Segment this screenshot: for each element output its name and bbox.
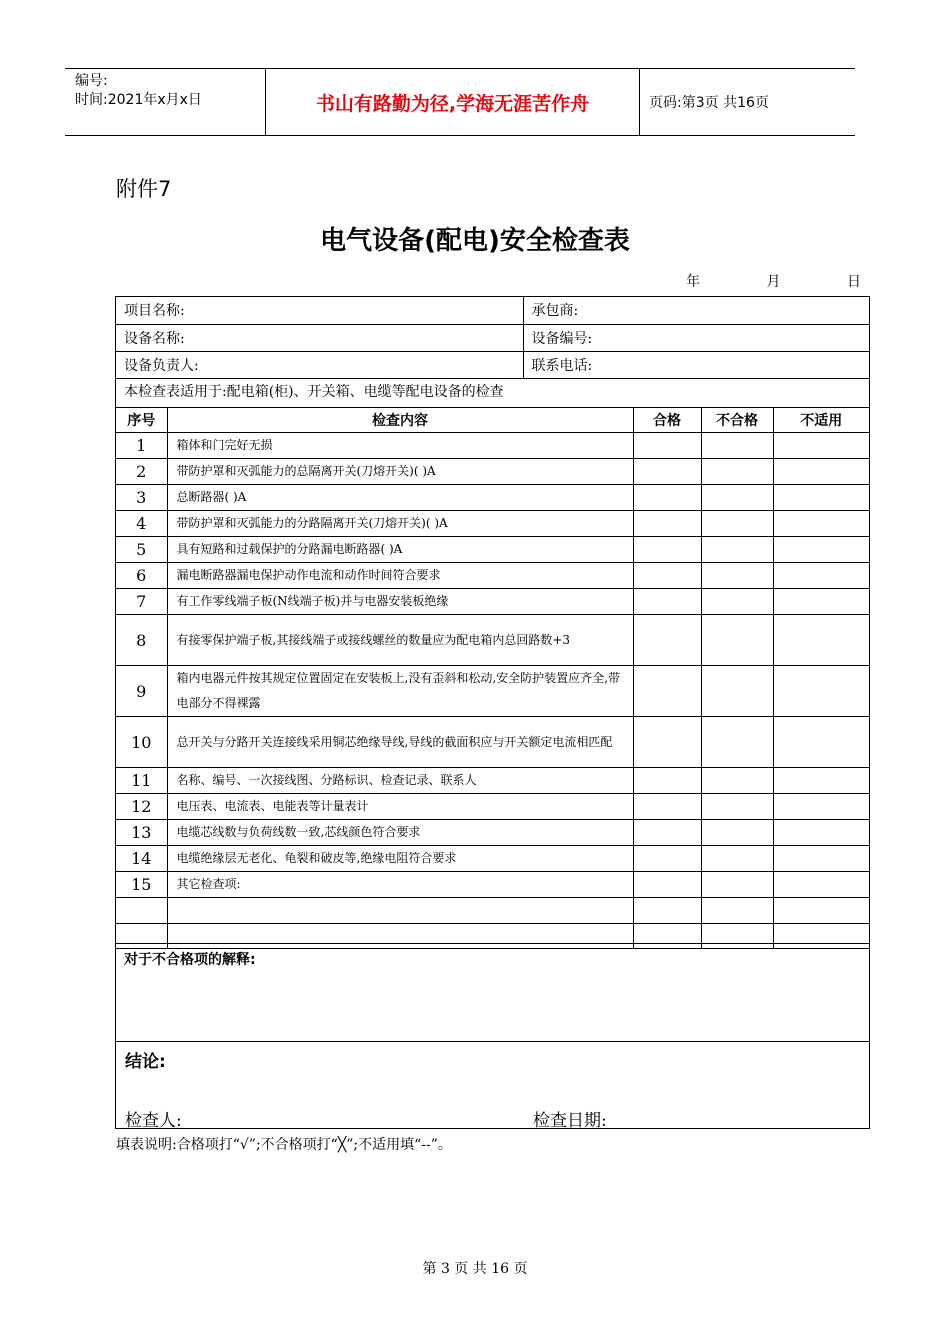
table-row (116, 820, 869, 846)
pass-cell[interactable] (633, 563, 701, 589)
info-table (116, 297, 869, 379)
scope-text: 本检查表适用于:配电箱(柜)、开关箱、电缆等配电设备的检查 (116, 378, 869, 404)
item-number: 11 (116, 768, 167, 794)
na-cell[interactable] (773, 537, 869, 563)
table-row (116, 666, 869, 717)
pass-cell[interactable] (633, 459, 701, 485)
date-year: 年 (686, 274, 701, 290)
code-label: 编号: (75, 73, 108, 89)
header-page-label: 页码:第3页 共16页 (649, 95, 769, 111)
fail-cell[interactable] (701, 615, 773, 666)
fail-cell[interactable] (701, 589, 773, 615)
checklist-form (115, 296, 870, 1129)
contractor-field[interactable]: 承包商: (523, 297, 869, 324)
item-content: 箱体和门完好无损 (167, 433, 633, 459)
item-content: 电压表、电流表、电能表等计量表计 (167, 794, 633, 820)
na-cell[interactable] (773, 846, 869, 872)
col-fail: 不合格 (701, 408, 773, 433)
na-cell[interactable] (773, 563, 869, 589)
table-row (116, 485, 869, 511)
item-content: 漏电断路器漏电保护动作电流和动作时间符合要求 (167, 563, 633, 589)
check-table (116, 407, 869, 949)
page-footer: 第 3 页 共 16 页 (422, 1261, 528, 1277)
na-cell[interactable] (773, 615, 869, 666)
item-number: 13 (116, 820, 167, 846)
item-number: 10 (116, 717, 167, 768)
table-row (116, 615, 869, 666)
table-row (116, 589, 869, 615)
item-content: 电缆绝缘层无老化、龟裂和破皮等,绝缘电阻符合要求 (167, 846, 633, 872)
pass-cell[interactable] (633, 794, 701, 820)
na-cell[interactable] (773, 459, 869, 485)
col-no: 序号 (116, 408, 167, 433)
item-content: 电缆芯线数与负荷线数一致,芯线颜色符合要求 (167, 820, 633, 846)
document-title: 电气设备(配电)安全检查表 (320, 226, 630, 256)
col-pass: 合格 (633, 408, 701, 433)
table-row (116, 768, 869, 794)
pass-cell[interactable] (633, 589, 701, 615)
table-row (116, 537, 869, 563)
item-number: 1 (116, 433, 167, 459)
item-content: 具有短路和过载保护的分路漏电断路器( )A (167, 537, 633, 563)
pass-cell[interactable] (633, 537, 701, 563)
pass-cell[interactable] (633, 846, 701, 872)
item-number: 7 (116, 589, 167, 615)
item-number: 6 (116, 563, 167, 589)
item-number: 5 (116, 537, 167, 563)
table-row (116, 563, 869, 589)
na-cell[interactable] (773, 666, 869, 717)
date-line (686, 271, 861, 291)
fail-cell[interactable] (701, 537, 773, 563)
item-content: 总开关与分路开关连接线采用铜芯绝缘导线,导线的截面积应与开关额定电流相匹配 (167, 717, 633, 768)
fail-cell[interactable] (701, 563, 773, 589)
fail-cell[interactable] (701, 459, 773, 485)
item-content: 其它检查项: (167, 872, 633, 898)
fail-cell[interactable] (701, 872, 773, 898)
fill-instructions: 填表说明:合格项打“√”;不合格项打“╳”;不适用填“--”。 (116, 1137, 452, 1153)
item-number: 12 (116, 794, 167, 820)
conclusion-area[interactable] (116, 1041, 869, 1131)
na-cell[interactable] (773, 768, 869, 794)
item-content: 有工作零线端子板(N线端子板)并与电器安装板绝缘 (167, 589, 633, 615)
table-row (116, 511, 869, 537)
pass-cell[interactable] (633, 898, 701, 924)
fail-explanation-area[interactable] (116, 943, 869, 1041)
pass-cell[interactable] (633, 433, 701, 459)
fail-cell[interactable] (701, 820, 773, 846)
inspector-label: 检查人: (125, 1111, 182, 1131)
header-motto: 书山有路勤为径,学海无涯苦作舟 (266, 69, 640, 135)
fail-cell[interactable] (701, 846, 773, 872)
fail-cell[interactable] (701, 666, 773, 717)
phone-field[interactable]: 联系电话: (523, 351, 869, 378)
inspect-date-label: 检查日期: (533, 1111, 607, 1131)
check-table-header (116, 408, 869, 433)
equipment-owner-field[interactable]: 设备负责人: (116, 351, 523, 378)
conclusion-label: 结论: (125, 1052, 166, 1072)
na-cell[interactable] (773, 872, 869, 898)
na-cell[interactable] (773, 485, 869, 511)
pass-cell[interactable] (633, 820, 701, 846)
equipment-no-field[interactable]: 设备编号: (523, 324, 869, 351)
item-content: 箱内电器元件按其规定位置固定在安装板上,没有歪斜和松动,安全防护装置应齐全,带电部分不得裸露 (167, 666, 633, 717)
fail-cell[interactable] (701, 898, 773, 924)
item-content: 带防护罩和灭弧能力的分路隔离开关(刀熔开关)( )A (167, 511, 633, 537)
fail-cell[interactable] (701, 485, 773, 511)
item-number: 3 (116, 485, 167, 511)
item-content (167, 898, 633, 924)
pass-cell[interactable] (633, 615, 701, 666)
fail-cell[interactable] (701, 717, 773, 768)
item-content: 名称、编号、一次接线图、分路标识、检查记录、联系人 (167, 768, 633, 794)
item-content: 总断路器( )A (167, 485, 633, 511)
item-content: 带防护罩和灭弧能力的总隔离开关(刀熔开关)( )A (167, 459, 633, 485)
table-row (116, 898, 869, 924)
item-number: 4 (116, 511, 167, 537)
header-left-cell (65, 69, 266, 135)
equipment-name-field[interactable]: 设备名称: (116, 324, 523, 351)
table-row (116, 846, 869, 872)
col-content: 检查内容 (167, 408, 633, 433)
na-cell[interactable] (773, 717, 869, 768)
explain-label: 对于不合格项的解释: (124, 952, 256, 968)
na-cell[interactable] (773, 898, 869, 924)
item-content: 有接零保护端子板,其接线端子或接线螺丝的数量应为配电箱内总回路数+3 (167, 615, 633, 666)
time-label: 时间:2021年x月x日 (75, 92, 202, 108)
table-row (116, 717, 869, 768)
page-header (65, 68, 855, 136)
date-month: 月 (766, 274, 781, 290)
pass-cell[interactable] (633, 717, 701, 768)
pass-cell[interactable] (633, 666, 701, 717)
fail-cell[interactable] (701, 768, 773, 794)
table-row (116, 872, 869, 898)
date-day: 日 (847, 274, 861, 290)
attachment-label: 附件7 (116, 177, 172, 201)
item-number: 14 (116, 846, 167, 872)
pass-cell[interactable] (633, 768, 701, 794)
fail-cell[interactable] (701, 794, 773, 820)
project-name-field[interactable]: 项目名称: (116, 297, 523, 324)
item-number: 9 (116, 666, 167, 717)
table-row (116, 433, 869, 459)
table-row (116, 794, 869, 820)
pass-cell[interactable] (633, 511, 701, 537)
na-cell[interactable] (773, 511, 869, 537)
fail-cell[interactable] (701, 511, 773, 537)
item-number: 8 (116, 615, 167, 666)
na-cell[interactable] (773, 794, 869, 820)
item-number (116, 898, 167, 924)
fail-cell[interactable] (701, 433, 773, 459)
na-cell[interactable] (773, 433, 869, 459)
item-number: 2 (116, 459, 167, 485)
pass-cell[interactable] (633, 485, 701, 511)
na-cell[interactable] (773, 589, 869, 615)
table-row (116, 459, 869, 485)
pass-cell[interactable] (633, 872, 701, 898)
na-cell[interactable] (773, 820, 869, 846)
item-number: 15 (116, 872, 167, 898)
col-na: 不适用 (773, 408, 869, 433)
